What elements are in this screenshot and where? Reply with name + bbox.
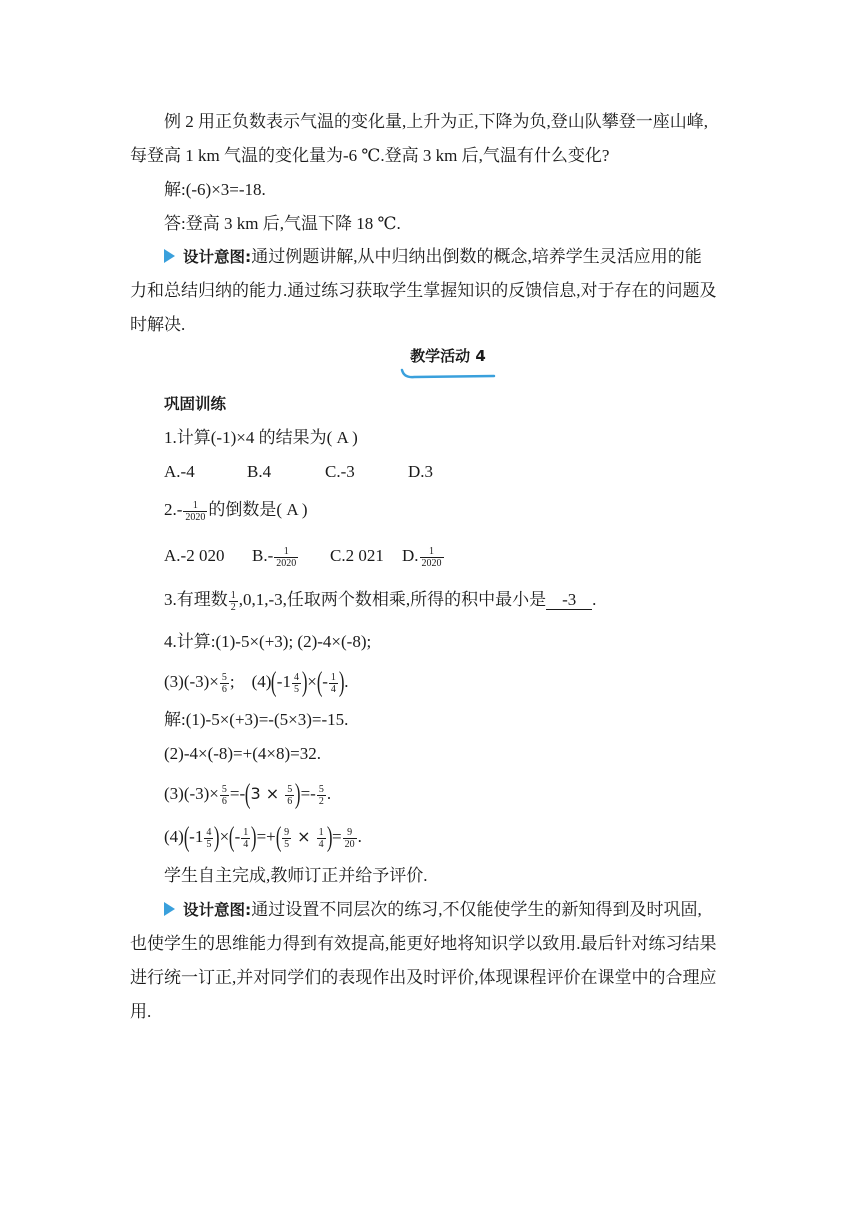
- q2-option-d: D. $\frac{1}{2020}$: [402, 545, 442, 569]
- solution-1: 解:(1)-5×(+3)=-(5×3)=-15.: [164, 710, 349, 729]
- design-intent-2-line-1: 设计意图:通过设置不同层次的练习,不仅能使学生的新知得到及时巩固,: [164, 898, 702, 922]
- activity-heading: [400, 344, 496, 380]
- q2-option-b: B.- $\frac{1}{2020}$: [252, 545, 297, 569]
- solution-2: (2)-4×(-8)=+(4×8)=32.: [164, 744, 321, 763]
- design-intent-1-line-3: 时解决.: [130, 315, 186, 334]
- design-intent-label: 设计意图:: [183, 901, 252, 919]
- question-4-line-2: (3)(-3)× $\frac{5}{6}$ ; (4)(-1 $\frac{4}{5}$ )×(- $\frac{1}{4}$ ).: [164, 667, 349, 699]
- question-4-line-1: 4.计算:(1)-5×(+3); (2)-4×(-8);: [164, 632, 372, 651]
- answer-blank: -3: [546, 590, 592, 610]
- play-triangle-icon: [164, 902, 175, 916]
- section-title: 巩固训练: [164, 395, 227, 413]
- design-intent-1-line-1: 设计意图:通过例题讲解,从中归纳出倒数的概念,培养学生灵活应用的能: [164, 245, 702, 269]
- q2-option-c: C.2 021: [330, 546, 384, 565]
- design-intent-2-line-3: 进行统一订正,并对同学们的表现作出及时评价,体现课程评价在课堂中的合理应: [130, 968, 717, 987]
- design-intent-2-line-4: 用.: [130, 1002, 152, 1021]
- design-intent-2-line-2: 也使学生的思维能力得到有效提高,能更好地将知识学以致用.最后针对练习结果: [130, 934, 717, 953]
- q1-option-d: D.3: [408, 462, 434, 481]
- design-intent-1-line-2: 力和总结归纳的能力.通过练习获取学生掌握知识的反馈信息,对于存在的问题及: [130, 281, 717, 300]
- design-intent-label: 设计意图:: [183, 248, 252, 266]
- example-2-line-1: 例 2 用正负数表示气温的变化量,上升为正,下降为负,登山队攀登一座山峰,: [164, 112, 708, 131]
- heading-underline-swoosh: [400, 368, 496, 380]
- question-1-stem: 1.计算(-1)×4 的结果为( A ): [164, 428, 358, 447]
- solution-4: (4)(-1 $\frac{4}{5}$ )×(- $\frac{1}{4}$ )=+( $\frac{9}{5}$ × $\frac{1}{4}$ )= $\frac{9}{20}$ .: [164, 822, 362, 854]
- example-2-answer: 答:登高 3 km 后,气温下降 18 ℃.: [164, 214, 401, 233]
- q1-option-a: A.-4: [164, 462, 195, 481]
- activity-heading-text: 教学活动 4: [410, 347, 486, 365]
- q1-option-c: C.-3: [325, 462, 355, 481]
- example-2-line-2: 每登高 1 km 气温的变化量为-6 ℃.登高 3 km 后,气温有什么变化?: [130, 146, 610, 165]
- example-2-solution: 解:(-6)×3=-18.: [164, 180, 266, 199]
- question-2-stem: 2.- $\frac{1}{2020}$ 的倒数是( A ): [164, 499, 308, 523]
- question-3: 3.有理数 $\frac{1}{2}$ ,0,1,-3,任取两个数相乘,所得的积中最小是 -3 .: [164, 589, 597, 613]
- q2-option-a: A.-2 020: [164, 546, 225, 565]
- solution-3: (3)(-3)× $\frac{5}{6}$ =-(3 × $\frac{5}{6}$ )=- $\frac{5}{2}$ .: [164, 779, 332, 811]
- fraction: $\frac{1}{2020}$: [185, 499, 206, 523]
- q1-option-b: B.4: [247, 462, 272, 481]
- fraction: $\frac{1}{2}$: [230, 589, 236, 613]
- play-triangle-icon: [164, 249, 175, 263]
- closing-remark: 学生自主完成,教师订正并给予评价.: [164, 866, 428, 885]
